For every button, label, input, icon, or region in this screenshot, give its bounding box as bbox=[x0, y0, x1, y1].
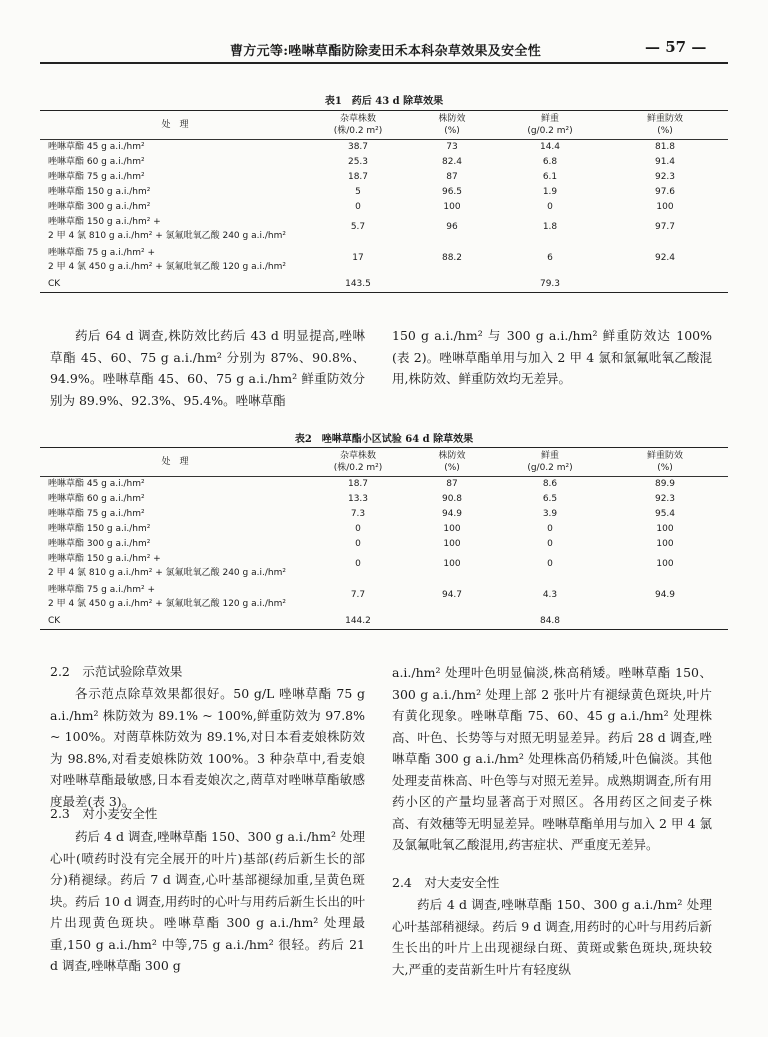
table-row bbox=[40, 170, 728, 185]
cell-fw-eff: 100 bbox=[656, 559, 674, 569]
table-row bbox=[40, 583, 728, 614]
cell-treatment bbox=[40, 614, 310, 630]
cell-fw-eff: 94.9 bbox=[654, 590, 676, 600]
cell-fresh-weight: 6 bbox=[547, 253, 553, 263]
cell-fresh-weight: 8.6 bbox=[542, 479, 558, 489]
cell-plant-eff: 100 bbox=[443, 202, 461, 212]
cell-plant-eff: 90.8 bbox=[441, 494, 463, 504]
cell-count: 0 bbox=[355, 524, 361, 534]
cell-count: 5.7 bbox=[350, 222, 366, 232]
cell-count: 13.3 bbox=[347, 494, 369, 504]
table1 bbox=[40, 110, 728, 293]
treatment-line: 唑啉草酯 150 g a.i./hm² bbox=[48, 524, 151, 534]
cell-plant-eff: 94.9 bbox=[441, 509, 463, 519]
table2-col-fresh-weight: 鲜重 (g/0.2 m²) bbox=[498, 448, 602, 477]
header-rule bbox=[40, 62, 728, 64]
cell-fresh-weight: 79.3 bbox=[498, 277, 602, 293]
cell-treatment bbox=[40, 507, 310, 522]
table-row bbox=[40, 155, 728, 170]
table-row bbox=[40, 552, 728, 583]
cell-fresh-weight: 84.8 bbox=[498, 614, 602, 630]
cell-fw-eff bbox=[602, 614, 728, 630]
table1-caption: 表1 药后 43 d 除草效果 bbox=[324, 96, 444, 107]
running-title: 曹方元等:唑啉草酯防除麦田禾本科杂草效果及安全性 bbox=[230, 44, 541, 59]
cell-plant-eff: 73 bbox=[446, 142, 458, 152]
section-2-4-body: 药后 4 d 调查,唑啉草酯 150、300 g a.i./hm² 处理心叶基部稍褪绿。药后 9 d 调查,用药时的心叶与用药后新生长出的叶片上出现褪绿白斑、黄斑或紫色斑块,斑块较大,严重的麦苗新生叶片有轻度纵 bbox=[392, 897, 712, 977]
cell-fw-eff: 100 bbox=[656, 524, 674, 534]
table2-body bbox=[40, 477, 728, 630]
cell-treatment bbox=[40, 522, 310, 537]
cell-count: 18.7 bbox=[347, 479, 369, 489]
table-row bbox=[40, 492, 728, 507]
cell-plant-eff bbox=[406, 614, 498, 630]
cell-plant-eff: 100 bbox=[443, 539, 461, 549]
treatment-line: 唑啉草酯 300 g a.i./hm² bbox=[48, 202, 151, 212]
cell-count: 17 bbox=[352, 253, 364, 263]
table-row bbox=[40, 507, 728, 522]
treatment-line: 2 甲 4 氯 450 g a.i./hm² + 氯氟吡氧乙酸 120 g a.i./hm² bbox=[48, 262, 286, 272]
cell-fw-eff: 100 bbox=[656, 539, 674, 549]
table-row bbox=[40, 140, 728, 156]
table2-caption: 表2 唑啉草酯小区试验 64 d 除草效果 bbox=[294, 434, 474, 445]
cell-plant-eff: 88.2 bbox=[441, 253, 463, 263]
treatment-line: CK bbox=[48, 279, 61, 289]
cell-fresh-weight: 1.8 bbox=[542, 222, 558, 232]
table-row bbox=[40, 614, 728, 630]
cell-fw-eff: 100 bbox=[656, 202, 674, 212]
table1-col-treatment: 处 理 bbox=[40, 111, 310, 140]
table1-header bbox=[40, 111, 728, 140]
treatment-line: 唑啉草酯 150 g a.i./hm² + bbox=[48, 554, 161, 564]
table2-col-fw-eff: 鲜重防效 (%) bbox=[602, 448, 728, 477]
table-row bbox=[40, 185, 728, 200]
cell-count: 7.3 bbox=[350, 509, 366, 519]
cell-fw-eff: 81.8 bbox=[654, 142, 676, 152]
page-number: — 57 — bbox=[645, 38, 707, 56]
cell-fresh-weight: 0 bbox=[547, 202, 553, 212]
treatment-line: 2 甲 4 氯 810 g a.i./hm² + 氯氟吡氧乙酸 240 g a.i./hm² bbox=[48, 568, 286, 578]
para-64d-left: 药后 64 d 调查,株防效比药后 43 d 明显提高,唑啉草酯 45、60、75 g a.i./hm² 分别为 87%、90.8%、94.9%。唑啉草酯 45、60、75 g a.i./hm² 鲜重防效分别为 89.9%、92.3%、95.4%。唑啉草酯 bbox=[50, 328, 365, 408]
table1-col-plant-eff: 株防效 (%) bbox=[406, 111, 498, 140]
para-64d-right: 150 g a.i./hm² 与 300 g a.i./hm² 鲜重防效达 100%(表 2)。唑啉草酯单用与加入 2 甲 4 氯和氯氟吡氧乙酸混用,株防效、鲜重防效均无差异。 bbox=[392, 328, 712, 386]
cell-count: 18.7 bbox=[347, 172, 369, 182]
cell-plant-eff: 100 bbox=[443, 524, 461, 534]
cell-plant-eff: 94.7 bbox=[441, 590, 463, 600]
table-row bbox=[40, 215, 728, 246]
cell-treatment bbox=[40, 155, 310, 170]
section-2-3-body: 药后 4 d 调查,唑啉草酯 150、300 g a.i./hm² 处理心叶(喷药时没有完全展开的叶片)基部(药后新生长的部分)稍褪绿。药后 7 d 调查,心叶基部褪绿加重,呈黄色斑块。药后 10 d 调查,用药时的心叶与用药后新生长出的叶片出现黄色斑块。唑啉草酯 300 g a.i./hm² 处理最重,150 g a.i./hm² 中等,75 g a.i./hm² 很轻。药后 21 d 调查,唑啉草酯 300 g bbox=[50, 829, 365, 973]
cell-count: 0 bbox=[355, 539, 361, 549]
cell-count: 143.5 bbox=[310, 277, 406, 293]
cell-fw-eff: 97.6 bbox=[654, 187, 676, 197]
cell-plant-eff: 100 bbox=[443, 559, 461, 569]
cell-fw-eff: 92.4 bbox=[654, 253, 676, 263]
cell-treatment bbox=[40, 185, 310, 200]
table2-col-treatment: 处 理 bbox=[40, 448, 310, 477]
cell-fresh-weight: 0 bbox=[547, 539, 553, 549]
cell-fresh-weight: 4.3 bbox=[542, 590, 558, 600]
cell-treatment bbox=[40, 277, 310, 293]
cell-count: 38.7 bbox=[347, 142, 369, 152]
cell-fresh-weight: 6.8 bbox=[542, 157, 558, 167]
cell-fw-eff: 97.7 bbox=[654, 222, 676, 232]
treatment-line: 唑啉草酯 300 g a.i./hm² bbox=[48, 539, 151, 549]
table-row bbox=[40, 277, 728, 293]
treatment-line: 2 甲 4 氯 450 g a.i./hm² + 氯氟吡氧乙酸 120 g a.i./hm² bbox=[48, 599, 286, 609]
table-row bbox=[40, 522, 728, 537]
treatment-line: 唑啉草酯 75 g a.i./hm² bbox=[48, 172, 145, 182]
section-2-2-body: 各示范点除草效果都很好。50 g/L 唑啉草酯 75 g a.i./hm² 株防效为 89.1% ~ 100%,鲜重防效为 97.8% ~ 100%。对菵草株防效为 89.1%,对日本看麦娘株防效为 98.8%,对看麦娘株防效 100%。3 种杂草中,看麦娘对唑啉草酯最敏感,日本看麦娘次之,菵草对唑啉草酯敏感度最差(表 3)。 bbox=[50, 686, 365, 809]
table2-header bbox=[40, 448, 728, 477]
treatment-line: 唑啉草酯 45 g a.i./hm² bbox=[48, 142, 145, 152]
table-row bbox=[40, 477, 728, 493]
section-2-4-heading: 2.4 对大麦安全性 bbox=[392, 875, 500, 890]
cell-fw-eff: 95.4 bbox=[654, 509, 676, 519]
treatment-line: 唑啉草酯 150 g a.i./hm² + bbox=[48, 217, 161, 227]
cell-fw-eff: 91.4 bbox=[654, 157, 676, 167]
section-2-2-heading: 2.2 示范试验除草效果 bbox=[50, 664, 183, 679]
table-row bbox=[40, 200, 728, 215]
table2-col-plant-eff: 株防效 (%) bbox=[406, 448, 498, 477]
cell-fresh-weight: 1.9 bbox=[542, 187, 558, 197]
cell-treatment bbox=[40, 583, 310, 614]
table2-col-count: 杂草株数 (株/0.2 m²) bbox=[310, 448, 406, 477]
section-2-3-heading: 2.3 对小麦安全性 bbox=[50, 806, 158, 821]
treatment-line: 唑啉草酯 75 g a.i./hm² + bbox=[48, 248, 155, 258]
treatment-line: 唑啉草酯 75 g a.i./hm² + bbox=[48, 585, 155, 595]
cell-count: 5 bbox=[355, 187, 361, 197]
cell-plant-eff: 87 bbox=[446, 479, 458, 489]
table2 bbox=[40, 447, 728, 630]
cell-fw-eff bbox=[602, 277, 728, 293]
cell-fresh-weight: 6.1 bbox=[542, 172, 558, 182]
treatment-line: CK bbox=[48, 616, 61, 626]
table1-col-count: 杂草株数 (株/0.2 m²) bbox=[310, 111, 406, 140]
cell-plant-eff: 96.5 bbox=[441, 187, 463, 197]
cell-fresh-weight: 14.4 bbox=[539, 142, 561, 152]
cell-treatment bbox=[40, 215, 310, 246]
cell-treatment bbox=[40, 200, 310, 215]
treatment-line: 唑啉草酯 45 g a.i./hm² bbox=[48, 479, 145, 489]
running-header bbox=[0, 38, 768, 62]
cell-treatment bbox=[40, 552, 310, 583]
cell-plant-eff: 96 bbox=[446, 222, 458, 232]
cell-plant-eff: 82.4 bbox=[441, 157, 463, 167]
cell-treatment bbox=[40, 477, 310, 493]
cell-treatment bbox=[40, 140, 310, 156]
treatment-line: 2 甲 4 氯 810 g a.i./hm² + 氯氟吡氧乙酸 240 g a.i./hm² bbox=[48, 231, 286, 241]
cell-treatment bbox=[40, 246, 310, 277]
section-2-3-body-cont: a.i./hm² 处理叶色明显偏淡,株高稍矮。唑啉草酯 150、300 g a.i./hm² 处理上部 2 张叶片有褪绿黄色斑块,叶片有黄化现象。唑啉草酯 75、60、45 g a.i./hm² 处理株高、叶色、长势等与对照无明显差异。药后 28 d 调查,唑啉草酯 300 g a.i./hm² 处理株高仍稍矮,叶色偏淡。其他处理麦苗株高、叶色等与对照无差异。成熟期调查,所有用药小区的产量均显著高于对照区。各用药区之间麦子株高、有效穗等无明显差异。唑啉草酯单用与加入 2 甲 4 氯及氯氟吡氧乙酸混用,药害症状、严重度无差异。 bbox=[392, 665, 712, 852]
treatment-line: 唑啉草酯 60 g a.i./hm² bbox=[48, 494, 145, 504]
cell-fresh-weight: 3.9 bbox=[542, 509, 558, 519]
table-row bbox=[40, 537, 728, 552]
cell-count: 7.7 bbox=[350, 590, 366, 600]
cell-fw-eff: 92.3 bbox=[654, 172, 676, 182]
cell-fresh-weight: 0 bbox=[547, 559, 553, 569]
table1-body bbox=[40, 140, 728, 293]
table1-col-fresh-weight: 鲜重 (g/0.2 m²) bbox=[498, 111, 602, 140]
treatment-line: 唑啉草酯 60 g a.i./hm² bbox=[48, 157, 145, 167]
treatment-line: 唑啉草酯 75 g a.i./hm² bbox=[48, 509, 145, 519]
table1-col-fw-eff: 鲜重防效 (%) bbox=[602, 111, 728, 140]
treatment-line: 唑啉草酯 150 g a.i./hm² bbox=[48, 187, 151, 197]
table-row bbox=[40, 246, 728, 277]
cell-fresh-weight: 0 bbox=[547, 524, 553, 534]
cell-fresh-weight: 6.5 bbox=[542, 494, 558, 504]
cell-treatment bbox=[40, 170, 310, 185]
cell-count: 0 bbox=[355, 559, 361, 569]
cell-plant-eff: 87 bbox=[446, 172, 458, 182]
cell-treatment bbox=[40, 537, 310, 552]
cell-plant-eff bbox=[406, 277, 498, 293]
cell-fw-eff: 89.9 bbox=[654, 479, 676, 489]
cell-fw-eff: 92.3 bbox=[654, 494, 676, 504]
cell-treatment bbox=[40, 492, 310, 507]
cell-count: 25.3 bbox=[347, 157, 369, 167]
cell-count: 144.2 bbox=[310, 614, 406, 630]
cell-count: 0 bbox=[355, 202, 361, 212]
